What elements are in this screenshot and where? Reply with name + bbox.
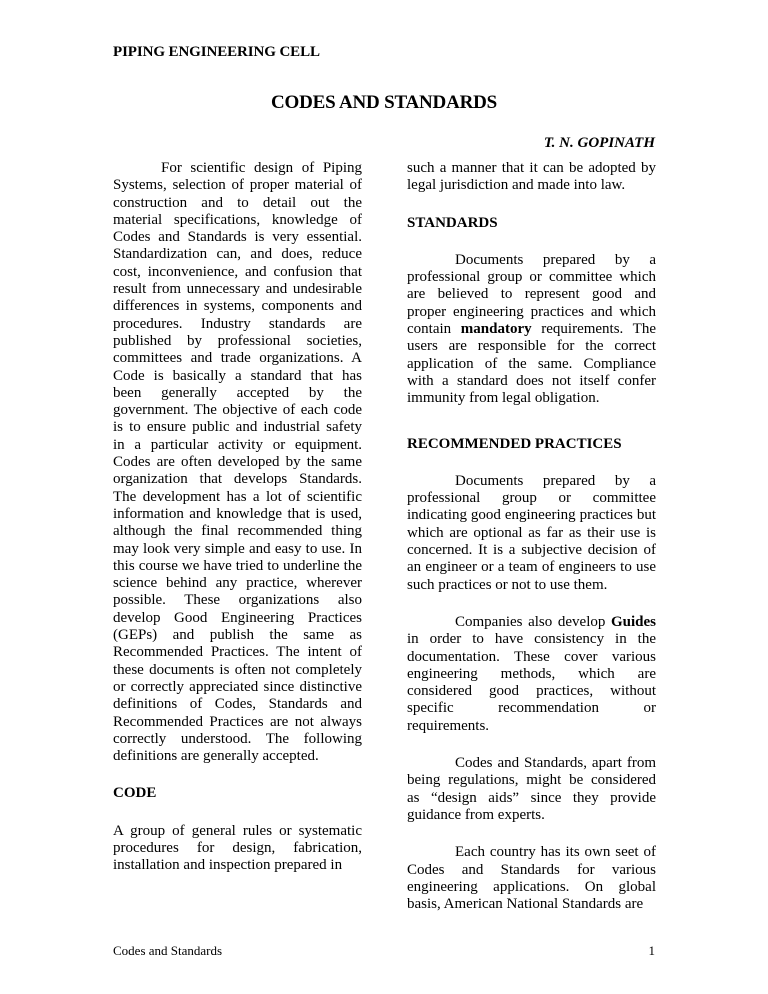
standards-def-text: Documents prepared by a professional group or committee which are believed to represent good and proper engineering practices and which contain bbox=[407, 251, 656, 338]
guides-emphasis: Guides bbox=[610, 613, 656, 630]
country-paragraph: Each country has its own seet of Codes and Standards for various engineering applications. On global basis, American National Standards are bbox=[407, 844, 656, 913]
mandatory-emphasis: mandatory bbox=[460, 321, 532, 338]
code-definition-end: such a manner that it can be adopted by legal jurisdiction and made into law. bbox=[407, 160, 656, 194]
right-column bbox=[407, 160, 656, 913]
left-column bbox=[113, 160, 362, 875]
author-name: T. N. GOPINATH bbox=[543, 135, 655, 151]
standards-definition bbox=[407, 252, 656, 408]
footer-title: Codes and Standards bbox=[113, 943, 223, 958]
guides-paragraph bbox=[407, 614, 656, 735]
design-aids-paragraph: Codes and Standards, apart from being regulations, might be considered as “design aids” since they provide guidance from experts. bbox=[407, 755, 656, 823]
recommended-practices-heading: RECOMMENDED PRACTICES bbox=[407, 435, 622, 452]
code-heading: CODE bbox=[113, 785, 157, 802]
standards-heading: STANDARDS bbox=[407, 214, 498, 231]
guides-text-end: in order to have consistency in the documentation. These cover various engineering methods, which are considered good practices, without specific recommendation or requirements. bbox=[407, 631, 656, 734]
standards-def-text-end: requirements. The users are responsible for the correct application of the same. Compliance with a standard does not itself confer immunity from legal obligation. bbox=[407, 321, 656, 407]
document-title: CODES AND STANDARDS bbox=[271, 92, 497, 113]
recommended-practices-definition: Documents prepared by a professional group or committee indicating good engineering practices but which are optional as far as their use is concerned. It is a subjective decision of an engineer or a team of engineers to use such practices or not to use them. bbox=[407, 472, 656, 593]
intro-paragraph: For scientific design of Piping Systems, selection of proper material of construction and to detail out the material specifications, knowledge of Codes and Standards is very essential. Standardization can, and does, reduce cost, inconvenience, and confusion that result from unnecessary and undesirable differences in systems, components and procedures. Industry standards are published by professional societies, committees and trade organizations. A Code is basically a standard that has been generally accepted by the government. The objective of each code is to ensure public and industrial safety in a particular activity or equipment. Codes are often developed by the same organization that develops Standards. The development has a lot of scientific information and knowledge that is used, although the final recommended thing may look very simple and easy to use. In this course we have tried to underline the science behind any practice, wherever possible. These organizations also develop Good Engineering Practices (GEPs) and publish the same as Recommended Practices. The intent of these documents is often not completely or correctly appreciated since distinctive definitions of Codes, Standards and Recommended Practices are not always correctly understood. The following definitions are generally accepted. bbox=[113, 160, 362, 765]
running-header: PIPING ENGINEERING CELL bbox=[113, 44, 320, 60]
guides-text: Companies also develop bbox=[455, 613, 611, 630]
page-number: 1 bbox=[648, 943, 655, 958]
code-definition-start: A group of general rules or systematic procedures for design, fabrication, installation and inspection prepared in bbox=[113, 822, 362, 874]
